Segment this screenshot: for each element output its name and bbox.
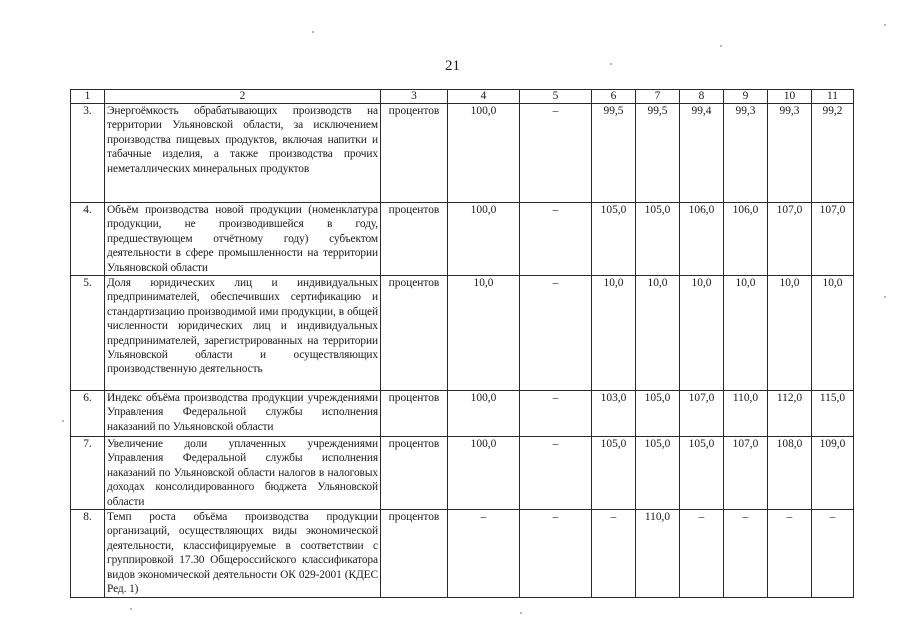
value-cell: – (768, 510, 812, 598)
value-cell: 110,0 (724, 391, 768, 437)
value-cell: 10,0 (812, 276, 854, 391)
value-cell: – (520, 203, 592, 276)
unit-cell: процентов (381, 391, 448, 437)
value-cell: 107,0 (680, 391, 724, 437)
row-number: 4. (71, 203, 105, 276)
scan-speck (62, 420, 64, 422)
value-cell: 112,0 (768, 391, 812, 437)
unit-cell: процентов (381, 510, 448, 598)
value-cell: – (592, 510, 636, 598)
value-cell: – (520, 276, 592, 391)
value-cell: 109,0 (812, 437, 854, 510)
row-number: 8. (71, 510, 105, 598)
value-cell: 108,0 (768, 437, 812, 510)
table-row (71, 437, 854, 510)
value-cell: 105,0 (592, 203, 636, 276)
value-cell: 99,5 (592, 104, 636, 203)
table-row (71, 276, 854, 391)
value-cell: 105,0 (636, 203, 680, 276)
indicator-name: Доля юридических лиц и индивидуальных предпринимателей, обеспечивших сертификацию и стандартизацию производимой ими продукции, в общей численности юридических лиц и индивидуальных предпринимателей, зарегистрированных на территории Ульяновской области и осуществляющих производственную деятельность (105, 276, 381, 391)
scan-speck (884, 296, 886, 298)
value-cell: – (520, 391, 592, 437)
column-number: 4 (448, 90, 520, 104)
value-cell: 99,5 (636, 104, 680, 203)
page-number: 21 (445, 58, 460, 74)
scan-speck (884, 24, 886, 26)
value-cell: 100,0 (448, 203, 520, 276)
value-cell: 103,0 (592, 391, 636, 437)
column-number: 2 (105, 90, 381, 104)
row-number: 6. (71, 391, 105, 437)
value-cell: 10,0 (680, 276, 724, 391)
value-cell: 99,3 (768, 104, 812, 203)
value-cell: 10,0 (768, 276, 812, 391)
indicator-name: Объём производства новой продукции (номенклатура продукции, не производившейся в году, предшествующем отчётному году) субъектом деятельности в сфере промышленности на территории Ульяновской области (105, 203, 381, 276)
table-row (71, 510, 854, 598)
unit-cell: процентов (381, 203, 448, 276)
unit-cell: процентов (381, 276, 448, 391)
value-cell: 100,0 (448, 391, 520, 437)
column-number: 5 (520, 90, 592, 104)
scan-speck (610, 63, 612, 65)
value-cell: – (520, 437, 592, 510)
table-row (71, 391, 854, 437)
column-number: 9 (724, 90, 768, 104)
value-cell: 107,0 (812, 203, 854, 276)
indicator-name: Энергоёмкость обрабатывающих производств на территории Ульяновской области, за исключением производства пищевых продуктов, включая напитки и табачные изделия, а также производства прочих неметаллических минеральных продуктов (105, 104, 381, 203)
value-cell: – (520, 510, 592, 598)
column-number: 6 (592, 90, 636, 104)
value-cell: 10,0 (592, 276, 636, 391)
value-cell: 107,0 (724, 437, 768, 510)
table-row (71, 203, 854, 276)
value-cell: 99,4 (680, 104, 724, 203)
row-number: 7. (71, 437, 105, 510)
value-cell: 106,0 (680, 203, 724, 276)
column-number: 10 (768, 90, 812, 104)
scan-speck (720, 45, 722, 47)
value-cell: 10,0 (724, 276, 768, 391)
value-cell: 10,0 (636, 276, 680, 391)
value-cell: 105,0 (636, 391, 680, 437)
value-cell: – (520, 104, 592, 203)
table-row (71, 104, 854, 203)
column-number: 7 (636, 90, 680, 104)
value-cell: – (448, 510, 520, 598)
column-number: 11 (812, 90, 854, 104)
value-cell: – (812, 510, 854, 598)
value-cell: 100,0 (448, 104, 520, 203)
value-cell: 100,0 (448, 437, 520, 510)
column-number: 8 (680, 90, 724, 104)
column-number: 1 (71, 90, 105, 104)
value-cell: 99,2 (812, 104, 854, 203)
indicator-name: Темп роста объёма производства продукции организаций, осуществляющих виды экономической деятельности, классифицируемые в соответствии с группировкой 17.30 Общероссийского классификатора видов экономической деятельности ОК 029-2001 (КДЕС Ред. 1) (105, 510, 381, 598)
value-cell: 107,0 (768, 203, 812, 276)
indicator-name: Увеличение доли уплаченных учреждениями Управления Федеральной службы исполнения наказаний по Ульяновской области налогов в налоговых доходах консолидированного бюджета Ульяновской области (105, 437, 381, 510)
value-cell: 106,0 (724, 203, 768, 276)
indicators-table (70, 89, 854, 598)
unit-cell: процентов (381, 437, 448, 510)
value-cell: 10,0 (448, 276, 520, 391)
scan-speck (520, 612, 522, 614)
value-cell: 105,0 (636, 437, 680, 510)
value-cell: 110,0 (636, 510, 680, 598)
indicator-name: Индекс объёма производства продукции учреждениями Управления Федеральной службы исполнения наказаний по Ульяновской области (105, 391, 381, 437)
column-number: 3 (381, 90, 448, 104)
value-cell: – (680, 510, 724, 598)
value-cell: – (724, 510, 768, 598)
row-number: 3. (71, 104, 105, 203)
unit-cell: процентов (381, 104, 448, 203)
row-number: 5. (71, 276, 105, 391)
column-number-row (71, 90, 854, 104)
scan-speck (130, 608, 132, 610)
value-cell: 99,3 (724, 104, 768, 203)
value-cell: 105,0 (592, 437, 636, 510)
value-cell: 105,0 (680, 437, 724, 510)
scan-speck (312, 31, 314, 33)
value-cell: 115,0 (812, 391, 854, 437)
